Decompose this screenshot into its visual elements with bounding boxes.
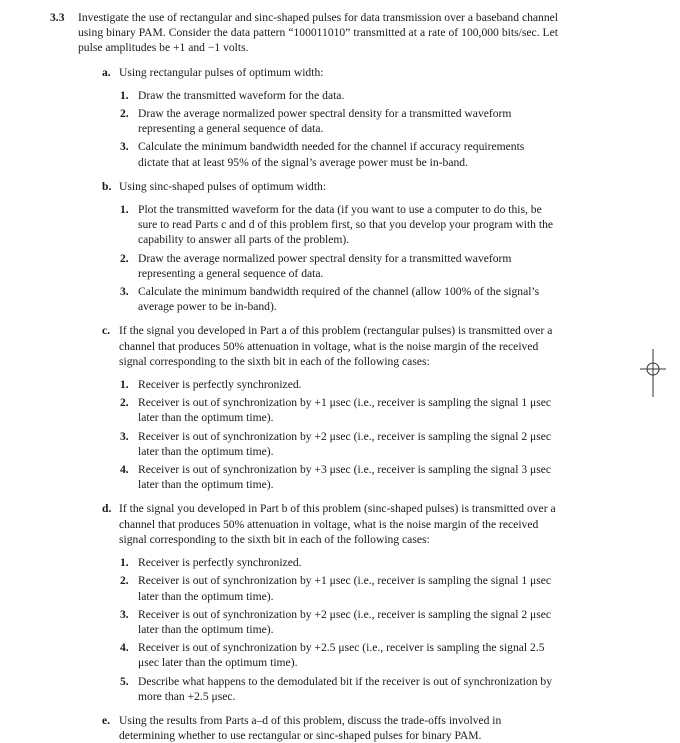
problem-3-3 — [50, 10, 558, 743]
item-list — [119, 202, 558, 314]
part-label: a. — [102, 65, 111, 79]
item-list — [119, 555, 558, 704]
item-text: Receiver is out of synchronization by +2 μsec (i.e., receiver is sampling the signal 2 μsec later than the optimum time). — [138, 429, 552, 458]
part-text: If the signal you developed in Part b of this problem (sinc-shaped pulses) is transmitted over a channel that produces 50% attenuation in voltage, what is the noise margin of the received signal corresponding to the sixth bit in each of the following cases: — [119, 502, 556, 546]
list-item — [119, 674, 558, 704]
item-text: Receiver is perfectly synchronized. — [138, 556, 302, 570]
item-number: 2. — [120, 107, 129, 121]
item-number: 5. — [120, 674, 129, 688]
item-list — [119, 377, 558, 492]
item-number: 4. — [120, 641, 129, 655]
item-number: 3. — [120, 140, 129, 154]
problem-number: 3.3 — [50, 11, 65, 24]
list-item — [119, 395, 558, 425]
item-text: Plot the transmitted waveform for the data (if you want to use a computer to do this, be sure to read Parts c and d of this problem first, so that you develop your program with the capability to answer all parts of the problem). — [138, 203, 554, 247]
part-b — [78, 179, 558, 315]
list-item — [119, 202, 558, 248]
item-number: 1. — [120, 203, 129, 217]
item-text: Receiver is out of synchronization by +1 μsec (i.e., receiver is sampling the signal 1 μsec later than the optimum time). — [138, 574, 552, 603]
item-text: Calculate the minimum bandwidth needed for the channel if accuracy requirements dictate that at least 95% of the signal’s average power must be in-band. — [138, 140, 525, 169]
list-item — [119, 429, 558, 459]
item-text: Receiver is out of synchronization by +2.5 μsec (i.e., receiver is sampling the signal 2.5 μsec later than the optimum time). — [138, 641, 545, 670]
list-item — [119, 555, 558, 570]
item-text: Calculate the minimum bandwidth required of the channel (allow 100% of the signal’s average power to be in-band). — [138, 285, 540, 314]
list-item — [119, 106, 558, 136]
part-label: b. — [102, 179, 112, 193]
item-text: Receiver is perfectly synchronized. — [138, 378, 302, 392]
item-number: 1. — [120, 556, 129, 570]
list-item — [119, 377, 558, 392]
list-item — [119, 573, 558, 603]
item-text: Draw the average normalized power spectral density for a transmitted waveform representing a general sequence of data. — [138, 251, 512, 280]
item-number: 2. — [120, 251, 129, 265]
part-text: Using rectangular pulses of optimum width: — [119, 65, 324, 79]
item-number: 3. — [120, 607, 129, 621]
item-text: Describe what happens to the demodulated bit if the receiver is out of synchronization by more than +2.5 μsec. — [138, 674, 553, 703]
item-number: 2. — [120, 396, 129, 410]
crosshair-icon — [640, 349, 666, 397]
list-item — [119, 462, 558, 492]
part-c — [78, 323, 558, 492]
list-item — [119, 139, 558, 169]
item-number: 1. — [120, 88, 129, 102]
item-number: 3. — [120, 285, 129, 299]
list-item — [119, 607, 558, 637]
part-e — [78, 713, 558, 743]
part-text: Using sinc-shaped pulses of optimum width: — [119, 179, 327, 193]
list-item — [119, 251, 558, 281]
item-number: 4. — [120, 463, 129, 477]
list-item — [119, 284, 558, 314]
item-number: 1. — [120, 378, 129, 392]
item-text: Receiver is out of synchronization by +2 μsec (i.e., receiver is sampling the signal 2 μsec later than the optimum time). — [138, 607, 552, 636]
part-label: c. — [102, 324, 111, 338]
problem-statement: Investigate the use of rectangular and sinc-shaped pulses for data transmission over a baseband channel using binary PAM. Consider the data pattern “100011010” transmitted at a rate of 100,000 bits/sec. Let pulse amplitudes be +1 and −1 volts. — [78, 11, 558, 55]
item-list — [119, 88, 558, 170]
part-d — [78, 501, 558, 703]
part-label: d. — [102, 502, 112, 516]
item-number: 3. — [120, 429, 129, 443]
part-a — [78, 65, 558, 170]
item-text: Draw the average normalized power spectral density for a transmitted waveform representing a general sequence of data. — [138, 107, 512, 136]
item-number: 2. — [120, 574, 129, 588]
part-label: e. — [102, 713, 111, 727]
list-item — [119, 88, 558, 103]
part-text: Using the results from Parts a–d of this problem, discuss the trade-offs involved in determining whether to use rectangular or sinc-shaped pulses for binary PAM. — [119, 713, 502, 743]
part-text: If the signal you developed in Part a of this problem (rectangular pulses) is transmitted over a channel that produces 50% attenuation in voltage, what is the noise margin of the received signal corresponding to the sixth bit in each of the following cases: — [119, 324, 553, 368]
item-text: Receiver is out of synchronization by +3 μsec (i.e., receiver is sampling the signal 3 μsec later than the optimum time). — [138, 463, 552, 492]
list-item — [119, 640, 558, 670]
item-text: Draw the transmitted waveform for the data. — [138, 88, 345, 102]
item-text: Receiver is out of synchronization by +1 μsec (i.e., receiver is sampling the signal 1 μsec later than the optimum time). — [138, 396, 552, 425]
